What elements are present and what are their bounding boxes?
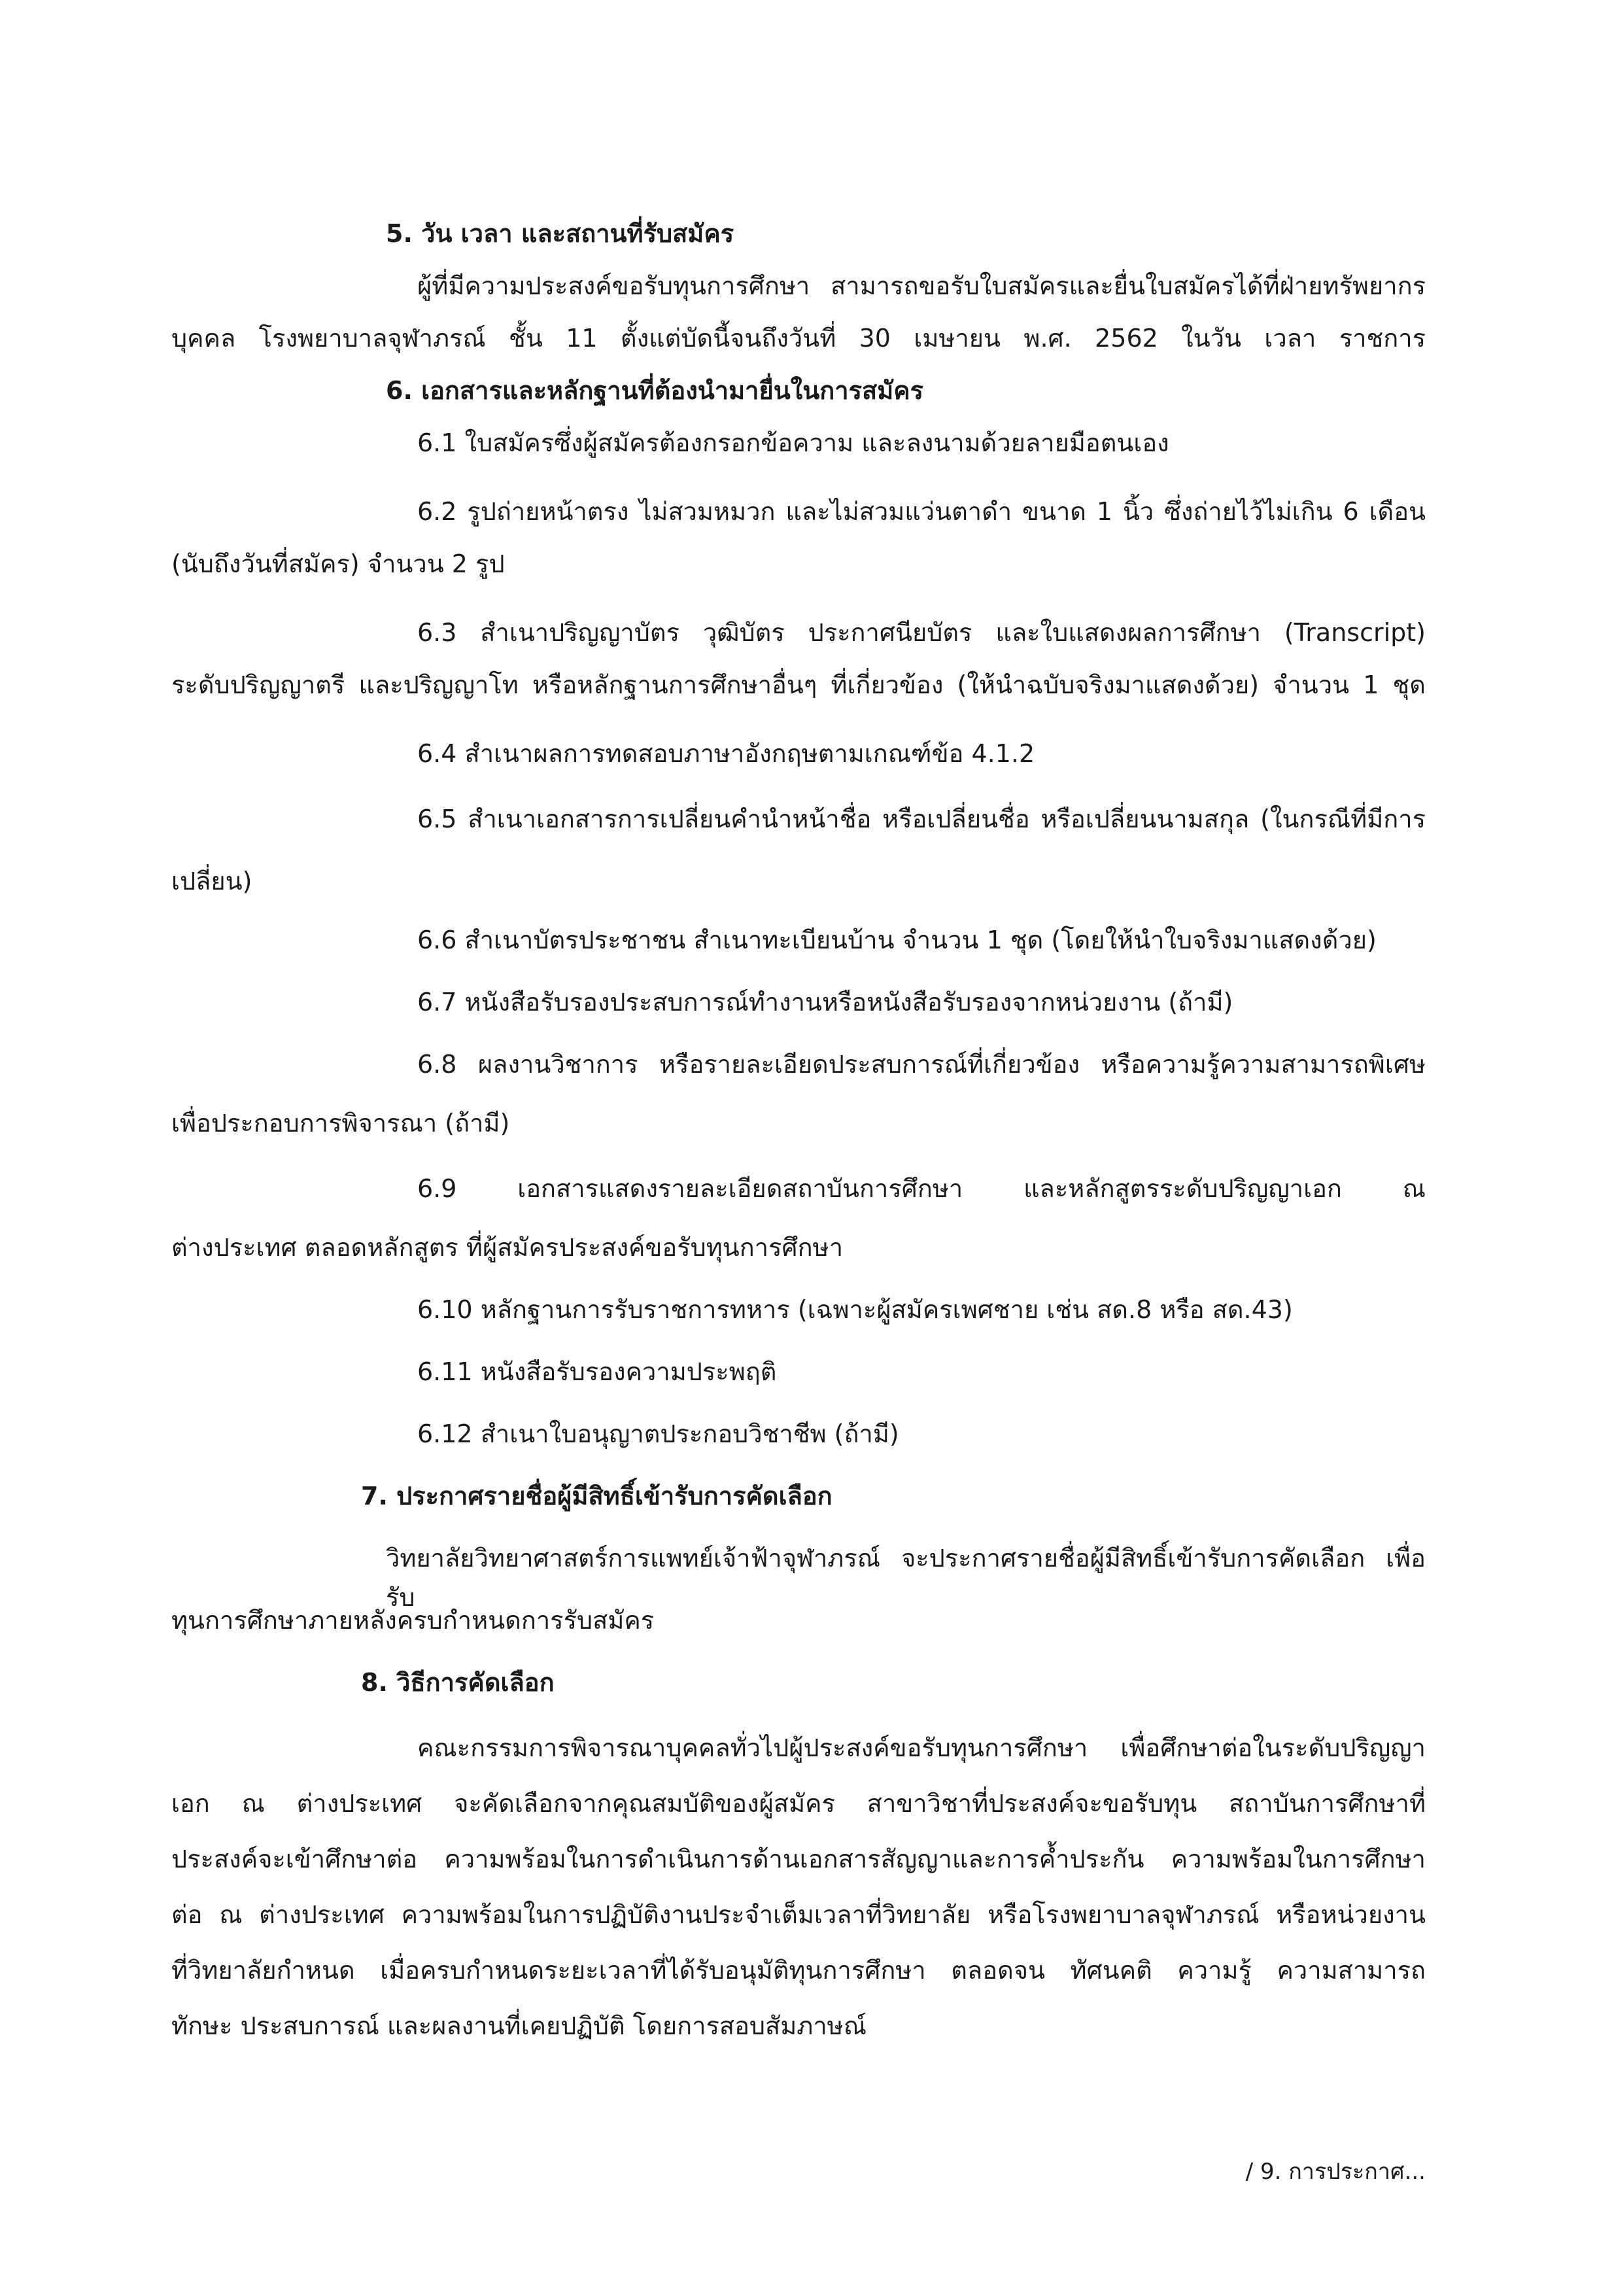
section-5-paragraph-line-2: บุคคล โรงพยาบาลจุฬาภรณ์ ชั้น 11 ตั้งแต่บัดนี้จนถึงวันที่ 30 เมษายน พ.ศ. 2562 ในวัน เวลา ราชการ — [171, 324, 1426, 353]
section-8-paragraph-line-3: ประสงค์จะเข้าศึกษาต่อ ความพร้อมในการดำเนินการด้านเอกสารสัญญาและการค้ำประกัน ความพร้อมในการศึกษา — [171, 1845, 1426, 1873]
continuation-note: / 9. การประกาศ... — [1245, 2159, 1426, 2185]
section-8-heading: 8. วิธีการคัดเลือก — [361, 1668, 555, 1697]
section-7-paragraph-line-1: วิทยาลัยวิทยาศาสตร์การแพทย์เจ้าฟ้าจุฬาภรณ์ จะประกาศรายชื่อผู้มีสิทธิ์เข้ารับการคัดเลือก เพื่อรับ — [386, 1544, 1426, 1612]
item-6-5-line-2: เปลี่ยน) — [171, 867, 252, 896]
item-6-6: 6.6 สำเนาบัตรประชาชน สำเนาทะเบียนบ้าน จำนวน 1 ชุด (โดยให้นำใบจริงมาแสดงด้วย) — [417, 926, 1377, 954]
section-7-paragraph-line-2: ทุนการศึกษาภายหลังครบกำหนดการรับสมัคร — [171, 1606, 655, 1635]
item-6-8-line-1: 6.8 ผลงานวิชาการ หรือรายละเอียดประสบการณ์ที่เกี่ยวข้อง หรือความรู้ความสามารถพิเศษ — [417, 1050, 1426, 1079]
section-7-heading: 7. ประกาศรายชื่อผู้มีสิทธิ์เข้ารับการคัดเลือก — [361, 1482, 833, 1510]
section-8-paragraph-line-2: เอก ณ ต่างประเทศ จะคัดเลือกจากคุณสมบัติของผู้สมัคร สาขาวิชาที่ประสงค์จะขอรับทุน สถาบันการศึกษาที่ — [171, 1789, 1426, 1818]
item-6-10: 6.10 หลักฐานการรับราชการทหาร (เฉพาะผู้สมัครเพศชาย เช่น สด.8 หรือ สด.43) — [417, 1295, 1293, 1324]
item-6-8-line-2: เพื่อประกอบการพิจารณา (ถ้ามี) — [171, 1109, 510, 1138]
item-6-12: 6.12 สำเนาใบอนุญาตประกอบวิชาชีพ (ถ้ามี) — [417, 1419, 899, 1448]
item-6-4: 6.4 สำเนาผลการทดสอบภาษาอังกฤษตามเกณฑ์ข้อ 4.1.2 — [417, 739, 1035, 768]
item-6-11: 6.11 หนังสือรับรองความประพฤติ — [417, 1357, 777, 1386]
item-6-2-line-2: (นับถึงวันที่สมัคร) จำนวน 2 รูป — [171, 549, 505, 578]
item-6-9-line-2: ต่างประเทศ ตลอดหลักสูตร ที่ผู้สมัครประสงค์ขอรับทุนการศึกษา — [171, 1233, 844, 1262]
section-5-heading: 5. วัน เวลา และสถานที่รับสมัคร — [386, 219, 734, 248]
item-6-3-line-2: ระดับปริญญาตรี และปริญญาโท หรือหลักฐานการศึกษาอื่นๆ ที่เกี่ยวข้อง (ให้นำฉบับจริงมาแสดงด้วย) จำนวน 1 ชุด — [171, 670, 1426, 699]
section-8-paragraph-line-5: ที่วิทยาลัยกำหนด เมื่อครบกำหนดระยะเวลาที่ได้รับอนุมัติทุนการศึกษา ตลอดจน ทัศนคติ ความรู้ ความสามารถ — [171, 1956, 1426, 1985]
item-6-9-line-1: 6.9 เอกสารแสดงรายละเอียดสถาบันการศึกษา และหลักสูตรระดับปริญญาเอก ณ — [417, 1174, 1426, 1203]
section-8-paragraph-line-6: ทักษะ ประสบการณ์ และผลงานที่เคยปฏิบัติ โดยการสอบสัมภาษณ์ — [171, 2011, 867, 2040]
item-6-7: 6.7 หนังสือรับรองประสบการณ์ทำงานหรือหนังสือรับรองจากหน่วยงาน (ถ้ามี) — [417, 988, 1233, 1017]
section-5-paragraph-line-1: ผู้ที่มีความประสงค์ขอรับทุนการศึกษา สามารถขอรับใบสมัครและยื่นใบสมัครได้ที่ฝ่ายทรัพยากร — [417, 271, 1426, 300]
item-6-1: 6.1 ใบสมัครซึ่งผู้สมัครต้องกรอกข้อความ และลงนามด้วยลายมือตนเอง — [417, 428, 1169, 457]
item-6-2-line-1: 6.2 รูปถ่ายหน้าตรง ไม่สวมหมวก และไม่สวมแว่นตาดำ ขนาด 1 นิ้ว ซึ่งถ่ายไว้ไม่เกิน 6 เดือน — [417, 497, 1426, 526]
section-6-heading: 6. เอกสารและหลักฐานที่ต้องนำมายื่นในการสมัคร — [386, 376, 924, 405]
item-6-5-line-1: 6.5 สำเนาเอกสารการเปลี่ยนคำนำหน้าชื่อ หรือเปลี่ยนชื่อ หรือเปลี่ยนนามสกุล (ในกรณีที่มีการ — [417, 805, 1426, 833]
item-6-3-line-1: 6.3 สำเนาปริญญาบัตร วุฒิบัตร ประกาศนียบัตร และใบแสดงผลการศึกษา (Transcript) — [417, 618, 1426, 647]
section-8-paragraph-line-4: ต่อ ณ ต่างประเทศ ความพร้อมในการปฏิบัติงานประจำเต็มเวลาที่วิทยาลัย หรือโรงพยาบาลจุฬาภรณ์ หรือหน่วยงาน — [171, 1900, 1426, 1929]
section-8-paragraph-line-1: คณะกรรมการพิจารณาบุคคลทั่วไปผู้ประสงค์ขอรับทุนการศึกษา เพื่อศึกษาต่อในระดับปริญญา — [417, 1733, 1426, 1762]
